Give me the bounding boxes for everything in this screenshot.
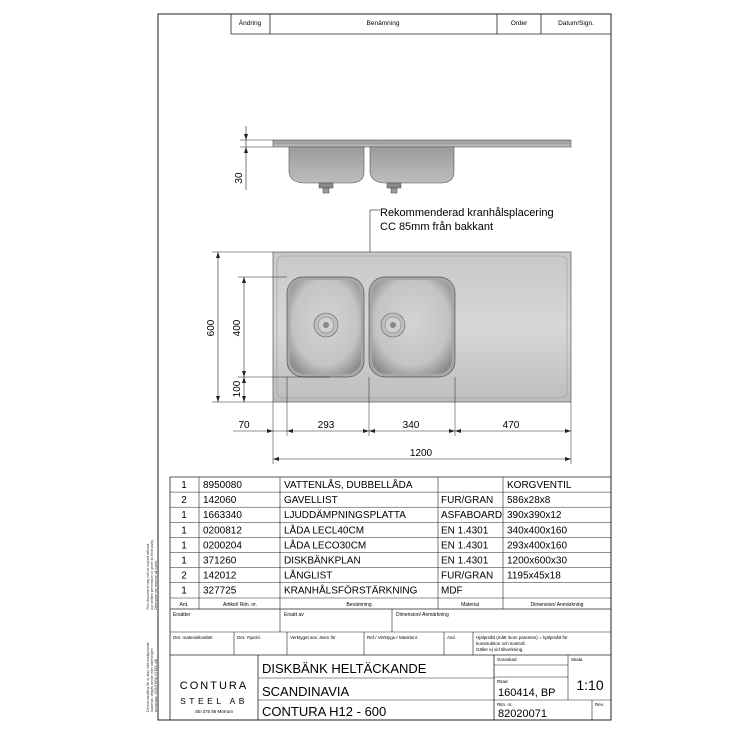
side-notes [146, 539, 158, 712]
title-block [258, 655, 611, 720]
side-view [234, 126, 571, 193]
note-line1: Rekommenderad kranhålsplacering [380, 207, 554, 219]
title-line3: CONTURA H12 - 600 [262, 704, 387, 719]
part-ant-cell: 2 [181, 495, 187, 507]
part-material-cell: ASFABOARD [441, 510, 503, 522]
col-dim: Dimension/ Anmärkning [530, 602, 584, 608]
header-benamning: Benämning [366, 20, 400, 27]
part-art-cell: 327725 [203, 585, 237, 597]
part-material-cell: MDF [441, 585, 463, 597]
info-row [170, 632, 611, 655]
side-note-a1: This document may not be copied without [146, 543, 150, 610]
skala-value: 1:10 [576, 677, 604, 693]
dim-bowl1-width: 293 [317, 420, 335, 431]
ritn-value: 82020071 [498, 708, 547, 720]
part-name-cell: LJUDDÄMPNINGSPLATTA [284, 510, 406, 522]
ritad-value: 160414, BP [498, 687, 556, 699]
part-name-cell: GAVELLIST [284, 495, 338, 507]
title-line1: DISKBÄNK HELTÄCKANDE [262, 661, 427, 676]
part-dim-cell: 340x400x160 [507, 525, 568, 537]
note-line2: CC 85mm från bakkant [380, 221, 494, 233]
part-art-cell: 142012 [203, 570, 237, 582]
part-ant-cell: 1 [181, 480, 187, 491]
company-block [180, 655, 258, 720]
part-material-cell: FUR/GRAN [441, 495, 494, 507]
dim-total-width: 1200 [409, 448, 433, 459]
part-name-cell: DISKBÄNKPLAN [284, 555, 361, 567]
part-art-cell: 0200204 [203, 540, 242, 552]
granskad-label: Granskad [497, 657, 517, 662]
part-material-cell: EN 1.4301 [441, 540, 489, 552]
dim-thickness: 30 [234, 172, 245, 184]
part-name-cell: LÅDA LECL40CM [284, 525, 365, 537]
part-dim-cell: 586x28x8 [507, 495, 551, 507]
part-name-cell: KRANHÅLSFÖRSTÄRKNING [284, 585, 418, 597]
top-view [273, 252, 571, 402]
part-dim-cell: 1195x45x18 [507, 570, 561, 582]
dim-front-to-bowl: 100 [232, 380, 243, 398]
ersatter-label: Ersätter [173, 612, 191, 618]
ytjockl-label: Det. Ytjockl. [237, 635, 261, 640]
part-name-cell: LÅDA LECO30CM [284, 540, 367, 552]
part-name-cell: LÅNGLIST [284, 570, 333, 582]
part-name-cell: VATTENLÅS, DUBBELLÅDA [284, 480, 413, 491]
rev-label: Rev. [595, 702, 604, 707]
part-dim-cell: 1200x600x30 [507, 555, 568, 567]
header-order: Order [510, 20, 528, 27]
part-ant-cell: 1 [181, 555, 187, 567]
side-note-b2: kopieras, delges annan eller obehörigen [150, 648, 154, 712]
title-line2: SCANDINAVIA [262, 684, 350, 699]
ersatt-av-label: Ersatt av [284, 612, 304, 618]
part-dim-cell: 390x390x12 [507, 510, 562, 522]
dim-right-part: 470 [502, 420, 520, 431]
side-note-a2: our written permission or given to third party. [150, 539, 154, 610]
side-note-b1: Denna handling får ej utan vårt medgivande [146, 642, 150, 712]
company-address: SE-375 86 Mörrum [194, 709, 234, 714]
ritad-label: Ritad [497, 679, 508, 684]
part-ant-cell: 1 [181, 525, 187, 537]
part-material-cell: EN 1.4301 [441, 525, 489, 537]
col-material: Material [461, 602, 479, 608]
col-name: Benämning [346, 602, 372, 608]
ref-label: Ref./ Verktygs-/ Maskinnr. [367, 635, 419, 640]
part-ant-cell: 1 [181, 510, 187, 522]
part-material-cell: FUR/GRAN [441, 570, 494, 582]
company-name-2: STEEL AB [180, 696, 248, 706]
col-art: Artikel/ Ritn. nr. [223, 602, 257, 608]
part-art-cell: 142060 [203, 495, 237, 507]
info-note-1: Hjälpmått (mått inom parentes) = hjälpmått för [476, 635, 568, 640]
part-ant-cell: 1 [181, 540, 187, 552]
skala-label: Skala [571, 657, 583, 662]
parts-rows [170, 478, 611, 597]
ritn-label: Ritn. nr. [497, 702, 513, 707]
part-dim-cell: KORGVENTIL [507, 480, 572, 491]
avd-label: Avd. [447, 635, 456, 640]
header-andring: Ändring [238, 20, 262, 27]
part-ant-cell: 2 [181, 570, 187, 582]
side-note-b3: användas. CONTURA STEEL AB [154, 659, 158, 712]
dim-bowl-length: 400 [232, 319, 243, 337]
col-ant: Ant. [179, 602, 189, 608]
info-note-3: Gäller ej vid tillverkning. [476, 647, 524, 652]
info-note-2: konstruktion och kontroll. [476, 641, 526, 646]
verktyg-label: Verktyget anv. även för [290, 635, 336, 640]
materialkvalitet-label: Det. materialkvalitet [173, 635, 213, 640]
side-note-a3: Otherwise we reserve all rights. [154, 559, 158, 610]
dim-left-margin: 70 [238, 420, 250, 431]
replace-row [170, 612, 611, 632]
part-art-cell: 1663340 [203, 510, 242, 522]
part-dim-cell: 293x400x160 [507, 540, 568, 552]
dim-bowl2-width: 340 [402, 420, 420, 431]
dim-depth: 600 [206, 319, 217, 337]
company-name: CONTURA [179, 680, 249, 692]
part-material-cell: EN 1.4301 [441, 555, 489, 567]
dim-anm-label: Dimension/ Anmärkning [396, 612, 449, 618]
revision-header [231, 14, 611, 34]
part-art-cell: 371260 [203, 555, 237, 567]
part-art-cell: 0200812 [203, 525, 242, 537]
part-ant-cell: 1 [181, 585, 187, 597]
parts-header [170, 598, 611, 609]
header-datum-sign: Datum/Sign. [558, 20, 594, 27]
part-art-cell: 8950080 [203, 480, 242, 491]
